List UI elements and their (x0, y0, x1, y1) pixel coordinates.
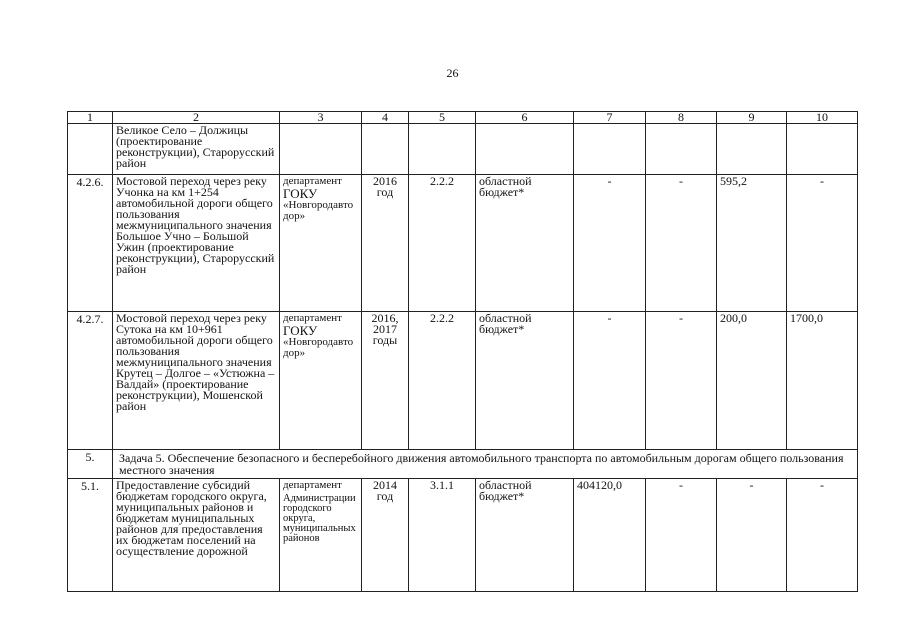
amount-col10: - (787, 479, 858, 592)
column-number-row (68, 112, 858, 124)
column-number: 8 (646, 112, 717, 124)
executor-line: департамент (283, 479, 342, 491)
row-number: 5. (68, 450, 113, 479)
executor-line: ГОКУ (283, 323, 318, 338)
amount-col9 (717, 124, 787, 175)
amount-col8: - (646, 175, 717, 312)
column-number: 5 (409, 112, 476, 124)
table-row (68, 312, 858, 450)
executor-line: «Новгородавтодор» (283, 199, 354, 222)
amount-col10 (787, 124, 858, 175)
executor (280, 175, 362, 312)
row-number: 4.2.7. (68, 312, 113, 450)
period: 2014 год (362, 479, 409, 592)
amount-col8: - (646, 479, 717, 592)
funding-source: областной бюджет* (476, 479, 574, 592)
period: 2016 год (362, 175, 409, 312)
measure-name: Предоставление субсидий бюджетам городского округа, муниципальных районов и бюджетам муниципальных районов для предоставления их бюджетам поселений на осуществление дорожной (113, 479, 280, 592)
row-number: 5.1. (68, 479, 113, 592)
column-number: 1 (68, 112, 113, 124)
amount-col10: - (787, 175, 858, 312)
column-number: 2 (113, 112, 280, 124)
target-code: 2.2.2 (409, 312, 476, 450)
column-number: 4 (362, 112, 409, 124)
funding-source (476, 124, 574, 175)
executor-line: департамент (283, 312, 342, 324)
executor-line: ГОКУ (283, 186, 318, 201)
table-row (68, 479, 858, 592)
period: 2016, 2017 годы (362, 312, 409, 450)
target-code: 3.1.1 (409, 479, 476, 592)
amount-col9: - (717, 479, 787, 592)
row-number: 4.2.6. (68, 175, 113, 312)
measure-name: Мостовой переход через реку Сутока на км 10+961 автомобильной дороги общего пользования межмуниципального значения Крутец – Долгое – «Устюжна – Валдай» (проектирование реконструкции), Мошенской район (113, 312, 280, 450)
column-number: 9 (717, 112, 787, 124)
executor-line: «Новгородавтодор» (283, 336, 354, 359)
period (362, 124, 409, 175)
task-text: Задача 5. Обеспечение безопасного и бесперебойного движения автомобильного транспорта по автомобильным дорогам общего пользования местного значения (113, 450, 858, 479)
executor-line: Администрации городского округа, муниципальных районов (283, 493, 356, 544)
executor (280, 124, 362, 175)
executor-line: департамент (283, 175, 342, 187)
page-number: 26 (446, 66, 459, 80)
amount-col9: 200,0 (717, 312, 787, 450)
measure-name: Великое Село – Должицы (проектирование реконструкции), Старорусский район (113, 124, 280, 175)
table-row (68, 175, 858, 312)
measure-name: Мостовой переход через реку Учонка на км 1+254 автомобильной дороги общего пользования межмуниципального значения Большое Учно – Большой Ужин (проектирование реконструкции), Старорусский район (113, 175, 280, 312)
program-table (67, 111, 858, 592)
task-row (68, 450, 858, 479)
amount-col7: - (574, 312, 646, 450)
column-number: 7 (574, 112, 646, 124)
amount-col7: 404120,0 (574, 479, 646, 592)
executor (280, 479, 362, 592)
amount-col9: 595,2 (717, 175, 787, 312)
amount-col8 (646, 124, 717, 175)
table-row (68, 124, 858, 175)
funding-source: областной бюджет* (476, 312, 574, 450)
column-number: 10 (787, 112, 858, 124)
amount-col8: - (646, 312, 717, 450)
column-number: 6 (476, 112, 574, 124)
funding-source: областной бюджет* (476, 175, 574, 312)
row-number (68, 124, 113, 175)
amount-col7: - (574, 175, 646, 312)
target-code: 2.2.2 (409, 175, 476, 312)
target-code (409, 124, 476, 175)
executor (280, 312, 362, 450)
column-number: 3 (280, 112, 362, 124)
amount-col10: 1700,0 (787, 312, 858, 450)
amount-col7 (574, 124, 646, 175)
